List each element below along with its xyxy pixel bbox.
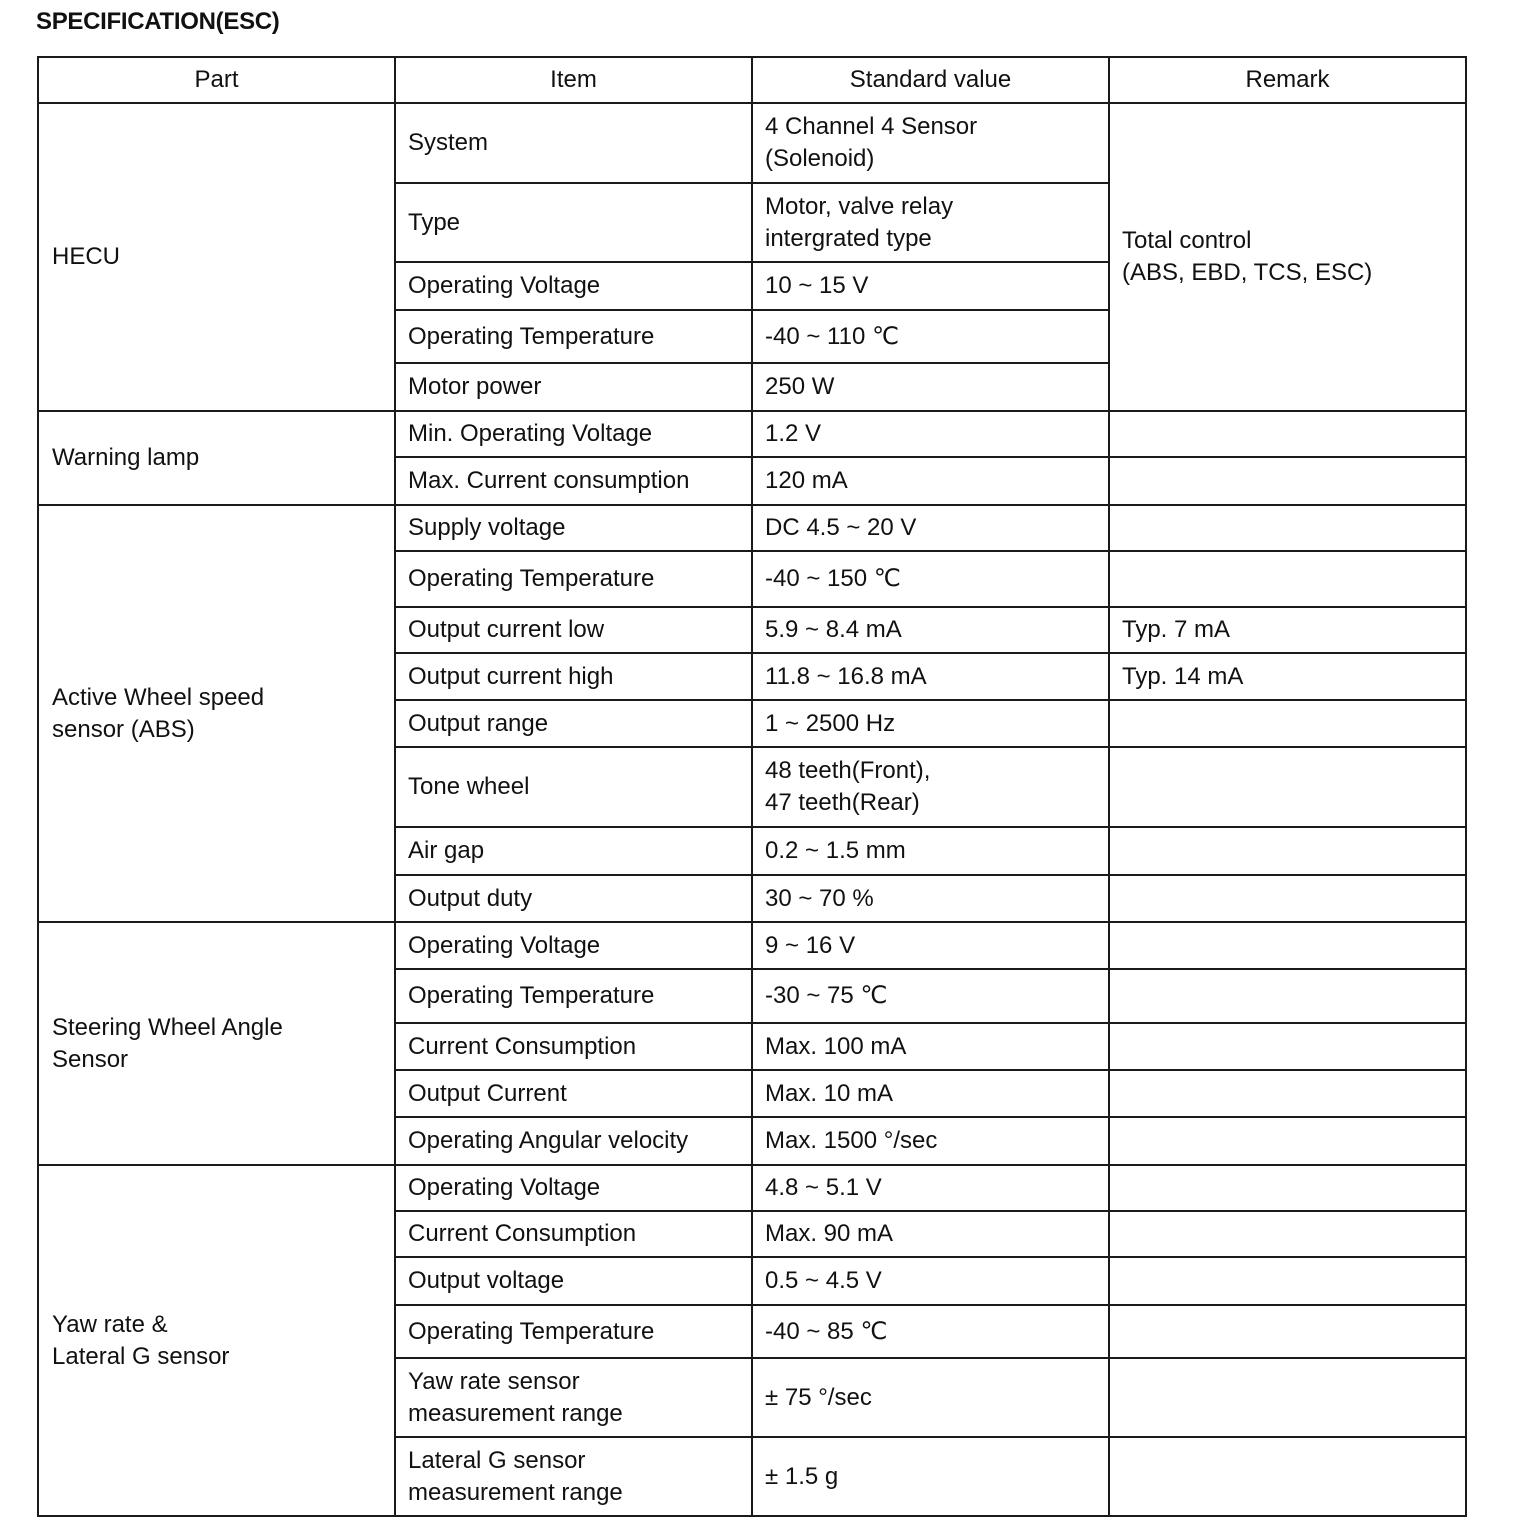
- remark-cell: [1109, 1257, 1466, 1305]
- remark-cell: [1109, 922, 1466, 969]
- value-cell: 1.2 V: [752, 411, 1109, 457]
- table-row: [38, 505, 1466, 551]
- table-row: [38, 103, 1466, 183]
- value-cell: Max. 100 mA: [752, 1023, 1109, 1070]
- item-cell: Output duty: [395, 875, 752, 922]
- item-cell: Operating Temperature: [395, 969, 752, 1023]
- remark-cell: [1109, 411, 1466, 457]
- value-cell: -40 ~ 85 ℃: [752, 1305, 1109, 1358]
- remark-cell: [1109, 1358, 1466, 1437]
- value-cell: 4.8 ~ 5.1 V: [752, 1165, 1109, 1211]
- remark-cell: [1109, 1305, 1466, 1358]
- value-cell: ± 1.5 g: [752, 1437, 1109, 1516]
- value-cell: 0.2 ~ 1.5 mm: [752, 827, 1109, 875]
- value-cell: Motor, valve relay intergrated type: [752, 183, 1109, 262]
- value-cell: 1 ~ 2500 Hz: [752, 700, 1109, 747]
- remark-cell: [1109, 457, 1466, 505]
- item-cell: Operating Voltage: [395, 922, 752, 969]
- document-title: SPECIFICATION(ESC): [36, 8, 280, 35]
- value-cell: 5.9 ~ 8.4 mA: [752, 607, 1109, 653]
- value-cell: -30 ~ 75 ℃: [752, 969, 1109, 1023]
- item-cell: Current Consumption: [395, 1023, 752, 1070]
- remark-cell: [1109, 747, 1466, 827]
- item-cell: Operating Angular velocity: [395, 1117, 752, 1165]
- remark-cell: [1109, 1023, 1466, 1070]
- item-cell: Output Current: [395, 1070, 752, 1117]
- item-cell: Output current high: [395, 653, 752, 700]
- item-cell: Operating Temperature: [395, 551, 752, 607]
- value-cell: 10 ~ 15 V: [752, 262, 1109, 310]
- header-item: Item: [395, 57, 752, 103]
- table-row: [38, 411, 1466, 457]
- header-remark: Remark: [1109, 57, 1466, 103]
- value-cell: -40 ~ 110 ℃: [752, 310, 1109, 363]
- item-cell: Lateral G sensor measurement range: [395, 1437, 752, 1516]
- part-cell: Steering Wheel Angle Sensor: [38, 922, 395, 1165]
- value-cell: Max. 90 mA: [752, 1211, 1109, 1257]
- table-row: [38, 922, 1466, 969]
- item-cell: Output voltage: [395, 1257, 752, 1305]
- table-row: [38, 1165, 1466, 1211]
- header-part: Part: [38, 57, 395, 103]
- header-row: [38, 57, 1466, 103]
- value-cell: 120 mA: [752, 457, 1109, 505]
- item-cell: Max. Current consumption: [395, 457, 752, 505]
- remark-cell: Total control (ABS, EBD, TCS, ESC): [1109, 103, 1466, 411]
- part-cell: Yaw rate & Lateral G sensor: [38, 1165, 395, 1516]
- spec-table: [37, 56, 1467, 1517]
- item-cell: Motor power: [395, 363, 752, 411]
- remark-cell: [1109, 1211, 1466, 1257]
- value-cell: -40 ~ 150 ℃: [752, 551, 1109, 607]
- item-cell: Output current low: [395, 607, 752, 653]
- value-cell: Max. 10 mA: [752, 1070, 1109, 1117]
- value-cell: DC 4.5 ~ 20 V: [752, 505, 1109, 551]
- part-cell: Warning lamp: [38, 411, 395, 505]
- item-cell: Type: [395, 183, 752, 262]
- item-cell: System: [395, 103, 752, 183]
- remark-cell: [1109, 969, 1466, 1023]
- value-cell: ± 75 °/sec: [752, 1358, 1109, 1437]
- value-cell: 4 Channel 4 Sensor (Solenoid): [752, 103, 1109, 183]
- item-cell: Operating Temperature: [395, 310, 752, 363]
- value-cell: 48 teeth(Front), 47 teeth(Rear): [752, 747, 1109, 827]
- item-cell: Output range: [395, 700, 752, 747]
- item-cell: Current Consumption: [395, 1211, 752, 1257]
- remark-cell: [1109, 1070, 1466, 1117]
- item-cell: Operating Voltage: [395, 262, 752, 310]
- item-cell: Air gap: [395, 827, 752, 875]
- item-cell: Operating Temperature: [395, 1305, 752, 1358]
- remark-cell: [1109, 1117, 1466, 1165]
- item-cell: Yaw rate sensor measurement range: [395, 1358, 752, 1437]
- value-cell: 9 ~ 16 V: [752, 922, 1109, 969]
- remark-cell: [1109, 1165, 1466, 1211]
- header-standard-value: Standard value: [752, 57, 1109, 103]
- remark-cell: [1109, 505, 1466, 551]
- remark-cell: Typ. 7 mA: [1109, 607, 1466, 653]
- item-cell: Tone wheel: [395, 747, 752, 827]
- item-cell: Supply voltage: [395, 505, 752, 551]
- remark-cell: [1109, 875, 1466, 922]
- remark-cell: [1109, 551, 1466, 607]
- value-cell: Max. 1500 °/sec: [752, 1117, 1109, 1165]
- value-cell: 0.5 ~ 4.5 V: [752, 1257, 1109, 1305]
- item-cell: Operating Voltage: [395, 1165, 752, 1211]
- item-cell: Min. Operating Voltage: [395, 411, 752, 457]
- value-cell: 30 ~ 70 %: [752, 875, 1109, 922]
- value-cell: 11.8 ~ 16.8 mA: [752, 653, 1109, 700]
- part-cell: HECU: [38, 103, 395, 411]
- remark-cell: [1109, 1437, 1466, 1516]
- remark-cell: [1109, 700, 1466, 747]
- remark-cell: [1109, 827, 1466, 875]
- value-cell: 250 W: [752, 363, 1109, 411]
- remark-cell: Typ. 14 mA: [1109, 653, 1466, 700]
- part-cell: Active Wheel speed sensor (ABS): [38, 505, 395, 922]
